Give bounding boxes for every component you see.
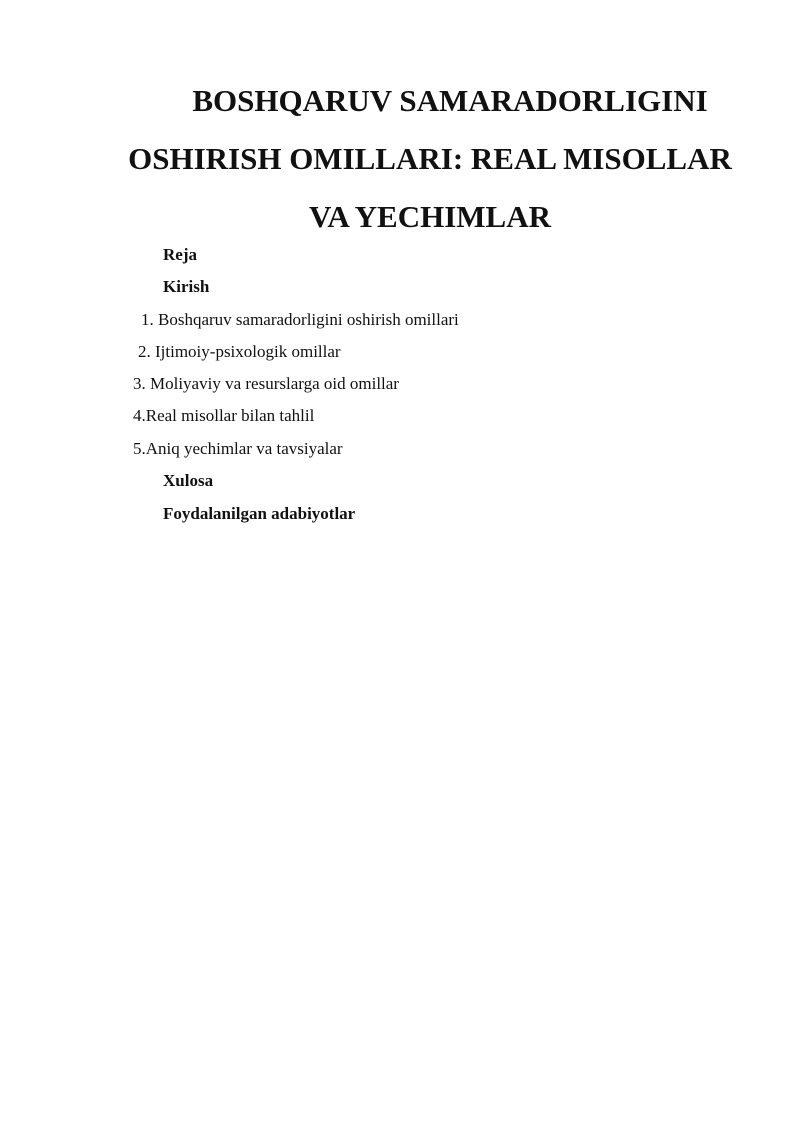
outline-item-5: 5.Aniq yechimlar va tavsiyalar xyxy=(133,439,343,458)
outline-item-1: 1. Boshqaruv samaradorligini oshirish omillari xyxy=(141,310,459,329)
title-line-1: BOSHQARUV SAMARADORLIGINI xyxy=(192,83,708,118)
outline-item-3: 3. Moliyaviy va resurslarga oid omillar xyxy=(133,374,399,393)
title-line-3: VA YECHIMLAR xyxy=(308,199,551,234)
outline-item-2: 2. Ijtimoiy-psixologik omillar xyxy=(138,342,341,361)
outline-item-kirish: Kirish xyxy=(163,277,210,296)
title-line-2: OSHIRISH OMILLARI: REAL MISOLLAR xyxy=(128,141,732,176)
document-title xyxy=(100,72,760,246)
outline-item-adabiyotlar: Foydalanilgan adabiyotlar xyxy=(163,504,356,523)
outline-item-xulosa: Xulosa xyxy=(163,471,214,490)
outline-heading-reja: Reja xyxy=(163,245,197,264)
outline-item-4: 4.Real misollar bilan tahlil xyxy=(133,406,315,425)
